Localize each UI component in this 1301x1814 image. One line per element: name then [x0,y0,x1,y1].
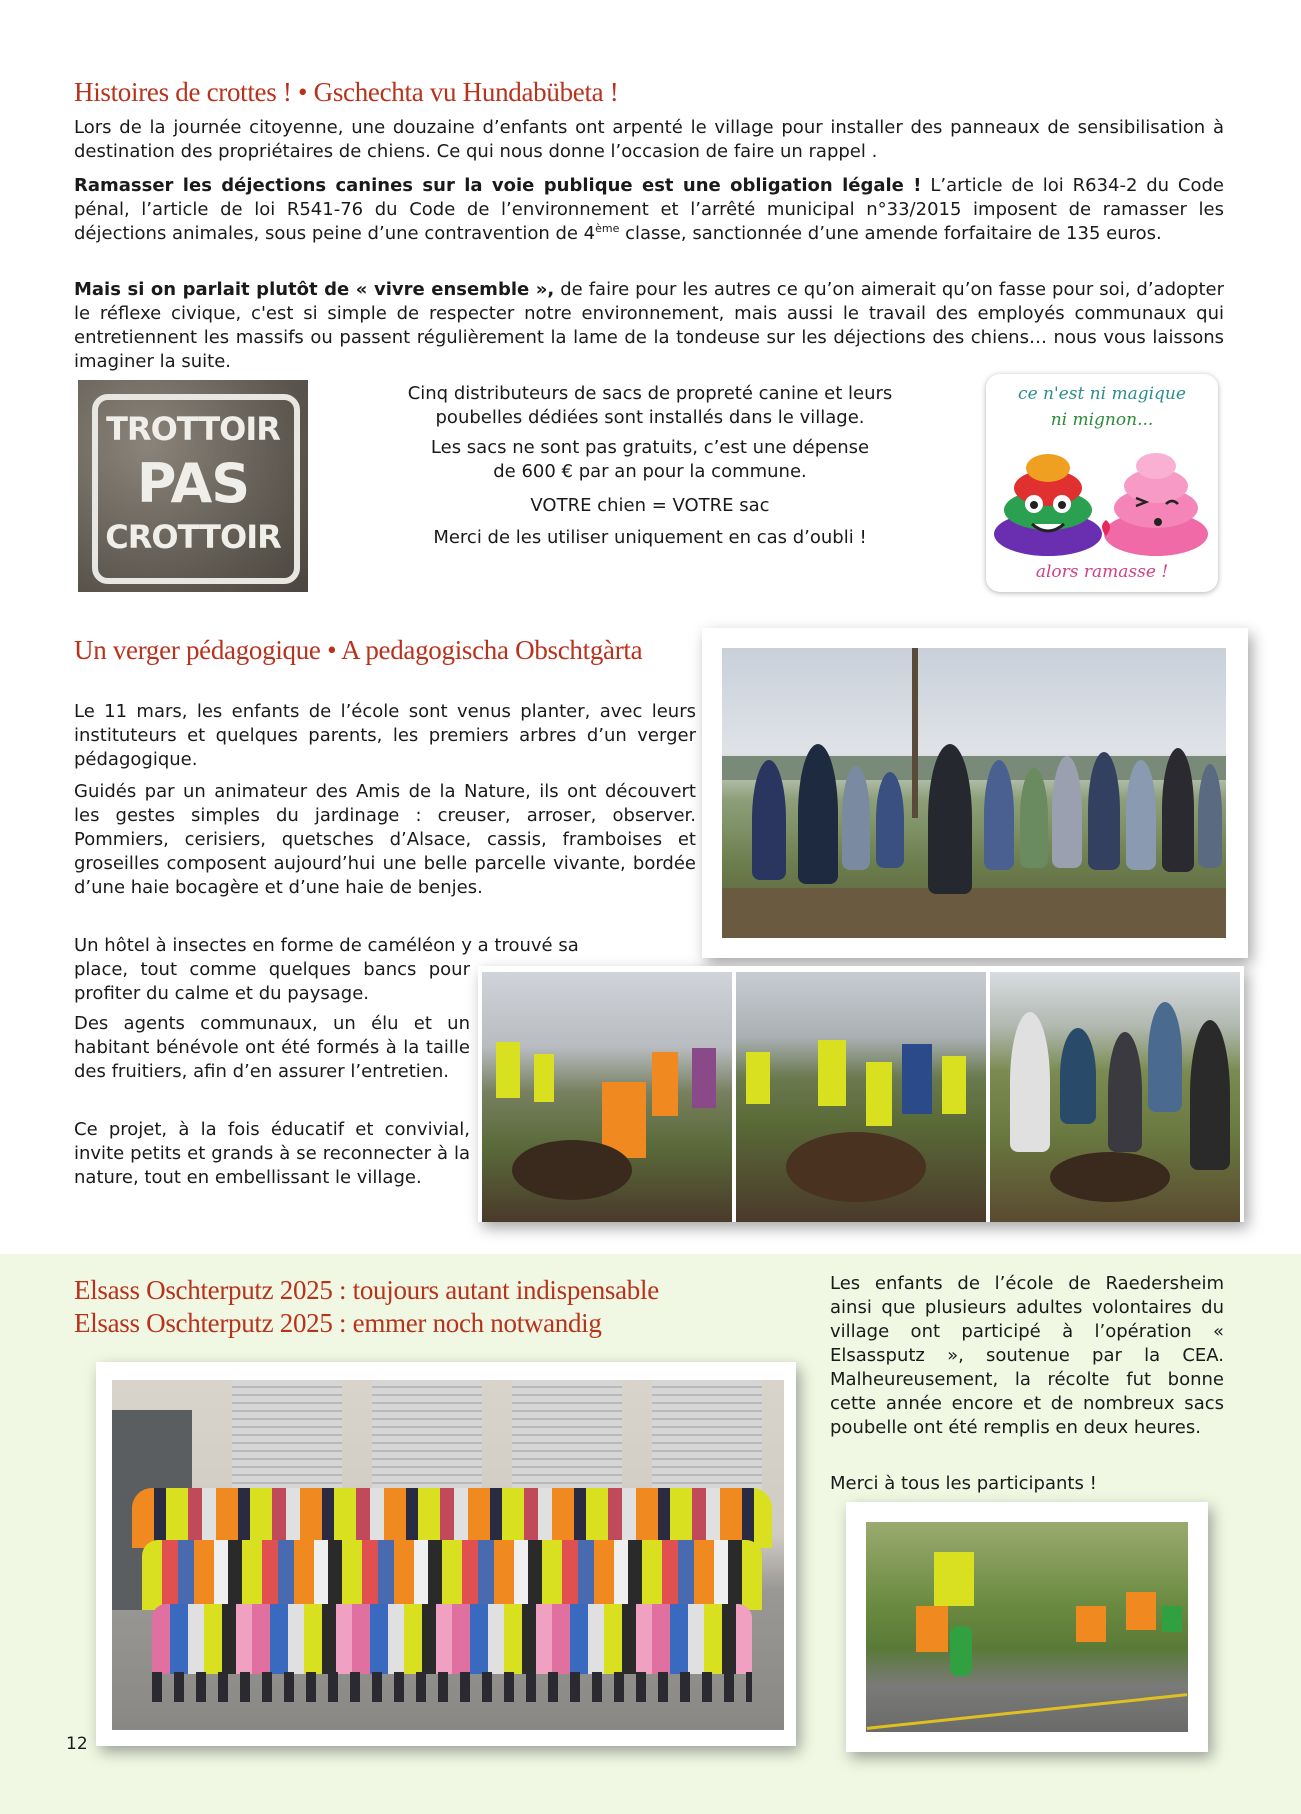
section-title-crottes: Histoires de crottes ! • Gschechta vu Hundabübeta ! [74,77,619,107]
legal-bold: Ramasser les déjections canines sur la voie publique est une obligation légale ! [74,175,922,196]
paragraph-verger-3a: Un hôtel à insectes en forme de caméléon y a trouvé sa [74,935,579,956]
oschterputz-group-photo [112,1380,784,1730]
trottoir-sign-photo [78,380,308,592]
paragraph-verger-2: Guidés par un animateur des Amis de la Nature, ils ont découvert les gestes simples du jardinage : creuser, arroser, observer. Pommiers, cerisiers, quetsches d’Alsace, cassis, framboises et groseilles composent aujourd’hui une belle parcelle vivante, bordée d’une haie bocagère et d’une haie de benjes. [74,781,696,898]
verger-group-photo-frame [702,628,1248,958]
verger-planting-photo-1 [482,972,732,1222]
paragraph-vivre-ensemble [74,278,1224,374]
sign-text-crottoir: CROTTOIR [105,518,281,556]
legal-text-end: classe, sanctionnée d’une amende forfaitaire de 135 euros. [619,223,1162,244]
sticker-text-top2: ni mignon... [1050,410,1154,430]
paragraph-merci: Merci à tous les participants ! [830,1473,1097,1494]
paragraph-verger-3b: place, tout comme quelques bancs pour profiter du calme et du paysage. [74,959,470,1004]
oschterputz-group-photo-frame [96,1362,796,1746]
center-text-2: Les sacs ne sont pas gratuits, c’est une dépense de 600 € par an pour la commune. [430,437,870,482]
verger-group-photo [722,648,1226,938]
sticker-text-top1: ce n'est ni magique [1018,384,1186,404]
paragraph-verger-1: Le 11 mars, les enfants de l’école sont venus planter, avec leurs instituteurs et quelques parents, les premiers arbres d’un verger pédagogique. [74,701,696,770]
paragraph-verger-4: Des agents communaux, un élu et un habitant bénévole ont été formés à la taille des fruitiers, afin d’en assurer l’entretien. [74,1013,470,1082]
vivre-bold: Mais si on parlait plutôt de « vivre ensemble », [74,279,555,300]
sticker-text-bottom: alors ramasse ! [1035,562,1169,582]
center-text-3: VOTRE chien = VOTRE sac [530,495,770,516]
center-text-4: Merci de les utiliser uniquement en cas d’oubli ! [433,527,867,548]
legal-sup: ème [595,222,620,235]
poop-sticker-image [986,374,1218,592]
verger-planting-photo-2 [736,972,986,1222]
paragraph-verger-5: Ce projet, à la fois éducatif et convivial, invite petits et grands à se reconnecter à la nature, tout en embellissant le village. [74,1119,470,1188]
paragraph-oschterputz: Les enfants de l’école de Raedersheim ainsi que plusieurs adultes volontaires du village ont participé à l’opération « Elsassputz », soutenue par la CEA. Malheureusement, la récolte fut bonne cette année encore et de nombreux sacs poubelle ont été remplis en deux heures. [830,1273,1224,1438]
paragraph-intro: Lors de la journée citoyenne, une douzaine d’enfants ont arpenté le village pour installer des panneaux de sensibilisation à destination des propriétaires de chiens. Ce qui nous donne l’occasion de faire un rappel . [74,117,1224,162]
section-title-oschterputz-als: Elsass Oschterputz 2025 : emmer noch notwandig [74,1308,602,1338]
verger-planting-photo-3 [990,972,1240,1222]
paragraph-legal [74,174,1224,246]
page-number: 12 [66,1734,88,1754]
verger-planting-photos-frame [478,966,1244,1222]
section-title-oschterputz-fr: Elsass Oschterputz 2025 : toujours autant indispensable [74,1275,659,1305]
sign-text-pas: PAS [136,452,250,515]
sign-text-trottoir: TROTTOIR [106,410,280,448]
poop-emoji-icons [986,434,1218,564]
section-title-verger: Un verger pédagogique • A pedagogischa Obschtgàrta [74,635,643,665]
center-text-1: Cinq distributeurs de sacs de propreté canine et leurs poubelles dédiées sont installés dans le village. [407,383,893,428]
oschterputz-cleanup-photo-frame [846,1502,1208,1752]
vivre-text: de faire pour les autres ce qu’on aimerait qu’on fasse pour soi, d’adopter le réflexe civique, c'est si simple de respecter notre environnement, mais aussi le travail des employés communaux qui entretiennent les massifs ou passent régulièrement la lame de la tondeuse sur les déjections des chiens… nous vous laissons imaginer la suite. [74,279,1224,372]
oschterputz-cleanup-photo [866,1522,1188,1732]
legal-text: L’article de loi R634-2 du Code pénal, l’article de loi R541-76 du Code de l’environnement et l’arrêté municipal n°33/2015 imposent de ramasser les déjections animales, sous peine d’une contravention de 4 [74,175,1225,244]
